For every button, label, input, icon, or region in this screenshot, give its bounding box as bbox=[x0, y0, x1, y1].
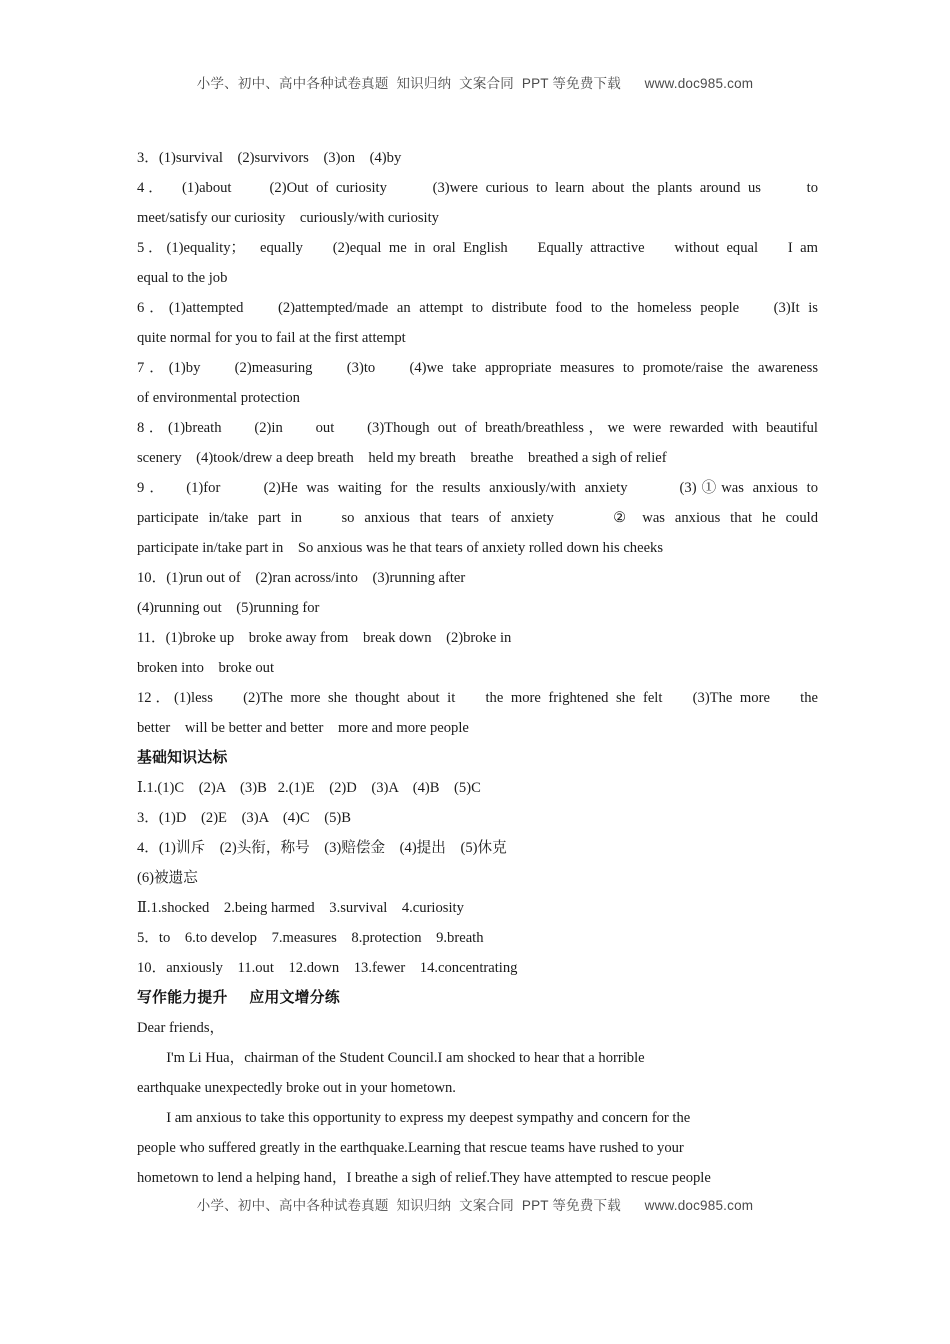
answer-item-5-line-1: 5．(1)equality； equally (2)equal me in oral English Equally attractive without equal I am bbox=[137, 240, 818, 256]
answer-item-6-line-2: quite normal for you to fail at the first attempt bbox=[137, 330, 406, 346]
section-heading-writing-skills: 写作能力提升 应用文增分练 bbox=[137, 989, 340, 1006]
answer-item-12-line-1: 12．(1)less (2)The more she thought about it the more frightened she felt (3)The more the bbox=[137, 690, 818, 706]
answer-item-10-line-1: 10．(1)run out of (2)ran across/into (3)running after bbox=[137, 570, 466, 586]
watermark-header: 小学、初中、高中各种试卷真题 知识归纳 文案合同 PPT 等免费下载 www.doc985.com bbox=[196, 76, 754, 91]
answer-item-11-line-2: broken into broke out bbox=[137, 660, 274, 676]
answer-item-5-line-2: equal to the job bbox=[137, 270, 228, 286]
answer-item-7-line-2: of environmental protection bbox=[137, 390, 300, 406]
letter-paragraph-2-line-3: hometown to lend a helping hand，I breathe a sigh of relief.They have attempted to rescue people bbox=[137, 1170, 711, 1186]
answer-item-3: 3．(1)survival (2)survivors (3)on (4)by bbox=[137, 150, 402, 166]
watermark-footer: 小学、初中、高中各种试卷真题 知识归纳 文案合同 PPT 等免费下载 www.doc985.com bbox=[196, 1198, 754, 1213]
answer-item-4-line-2: meet/satisfy our curiosity curiously/with curiosity bbox=[137, 210, 439, 226]
answer-item-11-line-1: 11．(1)broke up broke away from break down (2)broke in bbox=[137, 630, 512, 646]
answer-item-9-line-1: 9． (1)for (2)He was waiting for the results anxiously/with anxiety (3)①was anxious to bbox=[137, 480, 818, 496]
letter-paragraph-2-line-2: people who suffered greatly in the earthquake.Learning that rescue teams have rushed to your bbox=[137, 1140, 684, 1156]
answer-item-8-line-2: scenery (4)took/drew a deep breath held my breath breathe breathed a sigh of relief bbox=[137, 450, 667, 466]
basic-item-3: 3．(1)D (2)E (3)A (4)C (5)B bbox=[137, 810, 352, 826]
letter-salutation: Dear friends， bbox=[137, 1020, 225, 1036]
answer-item-9-line-2: participate in/take part in so anxious that tears of anxiety ② was anxious that he could bbox=[137, 510, 818, 526]
basic-roman-1-line-1: Ⅰ.1.(1)C (2)A (3)B 2.(1)E (2)D (3)A (4)B (5)C bbox=[137, 780, 481, 796]
answer-item-10-line-2: (4)running out (5)running for bbox=[137, 600, 320, 616]
letter-paragraph-1-line-2: earthquake unexpectedly broke out in your hometown. bbox=[137, 1080, 456, 1096]
section-heading-basic-knowledge: 基础知识达标 bbox=[137, 749, 228, 766]
answer-item-7-line-1: 7．(1)by (2)measuring (3)to (4)we take appropriate measures to promote/raise the awareness bbox=[137, 360, 818, 376]
basic-item-5: 5．to 6.to develop 7.measures 8.protection 9.breath bbox=[137, 930, 484, 946]
basic-item-10: 10．anxiously 11.out 12.down 13.fewer 14.concentrating bbox=[137, 960, 518, 976]
basic-roman-2-line-1: Ⅱ.1.shocked 2.being harmed 3.survival 4.curiosity bbox=[137, 900, 464, 916]
basic-item-4: 4．(1)训斥 (2)头衔，称号 (3)赔偿金 (4)提出 (5)休克 bbox=[137, 840, 507, 856]
answer-item-8-line-1: 8．(1)breath (2)in out (3)Though out of breath/breathless，we were rewarded with beautiful bbox=[137, 420, 818, 436]
letter-paragraph-1-line-1: I'm Li Hua，chairman of the Student Council.I am shocked to hear that a horrible bbox=[166, 1050, 645, 1066]
letter-paragraph-2-line-1: I am anxious to take this opportunity to express my deepest sympathy and concern for the bbox=[166, 1110, 691, 1126]
document-body bbox=[137, 143, 818, 1193]
answer-item-4-line-1: 4． (1)about (2)Out of curiosity (3)were curious to learn about the plants around us to bbox=[137, 180, 818, 196]
basic-item-4-cont: (6)被遗忘 bbox=[137, 870, 198, 886]
answer-item-6-line-1: 6．(1)attempted (2)attempted/made an attempt to distribute food to the homeless people (3)It is bbox=[137, 300, 818, 316]
answer-item-12-line-2: better will be better and better more and more people bbox=[137, 720, 469, 736]
answer-item-9-line-3: participate in/take part in So anxious was he that tears of anxiety rolled down his cheeks bbox=[137, 540, 664, 556]
